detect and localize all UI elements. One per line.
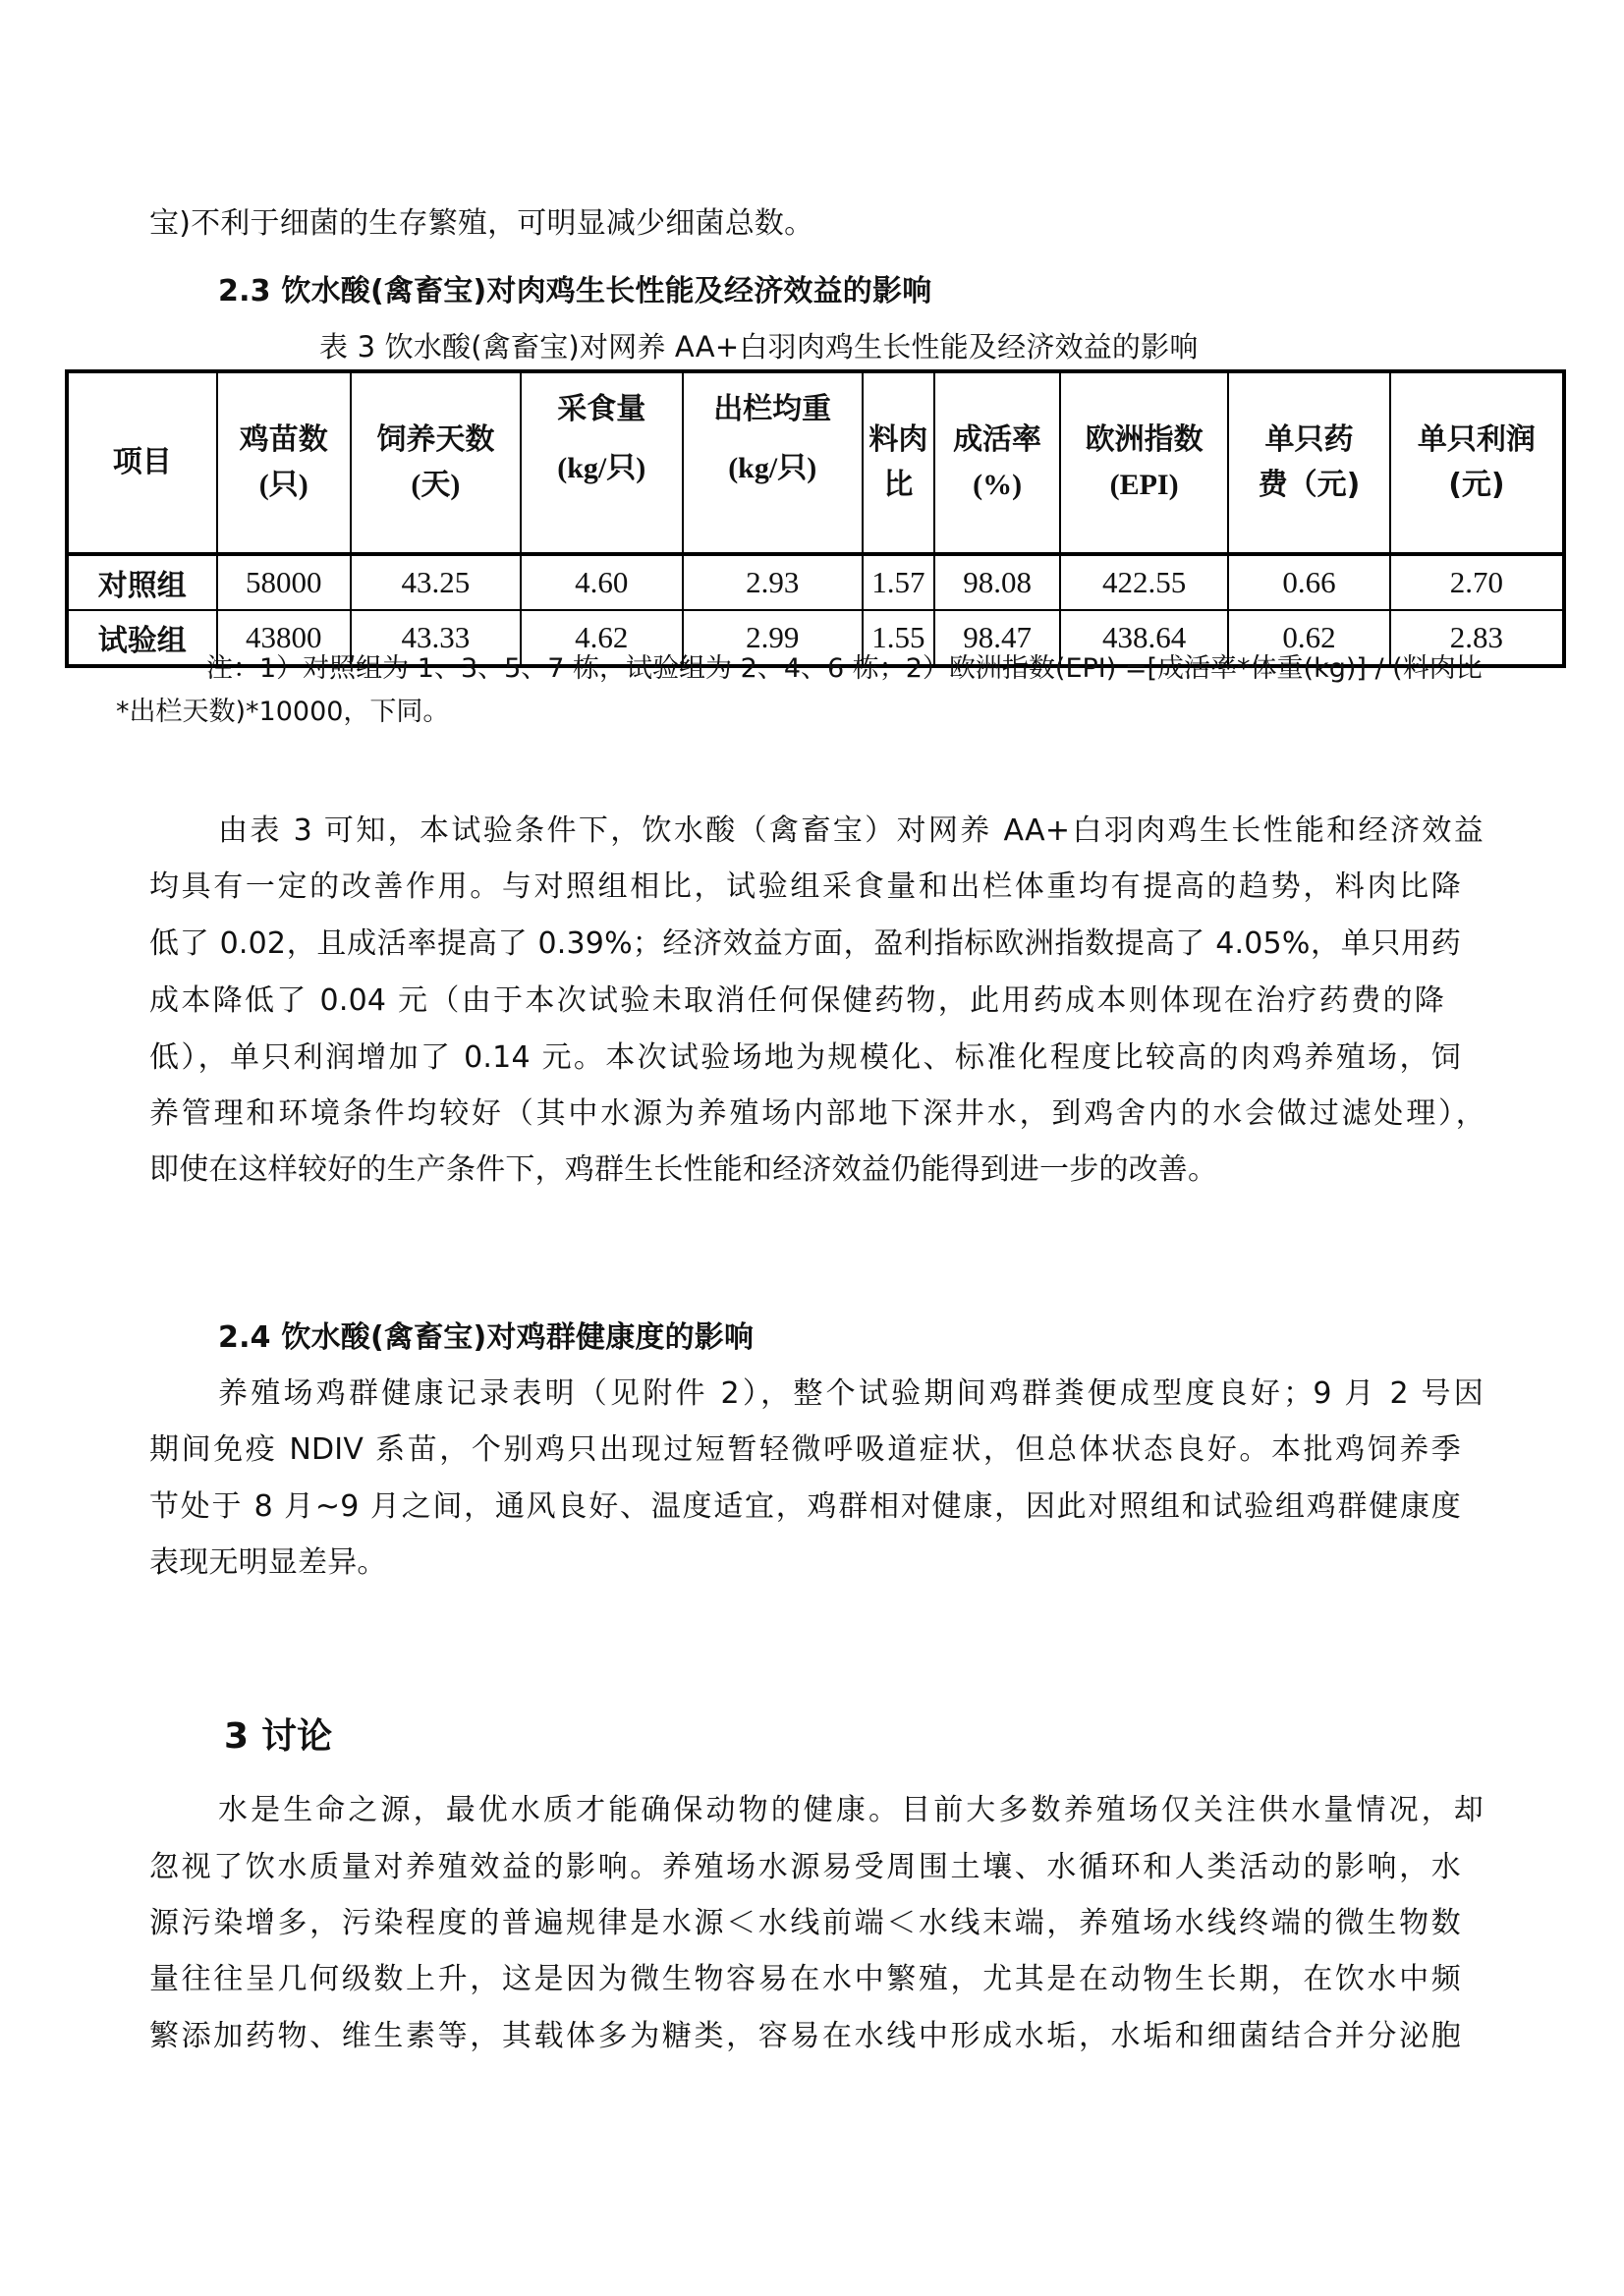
section-2-3-heading: 2.3 饮水酸(禽畜宝)对肉鸡生长性能及经济效益的影响 (218, 274, 932, 308)
growth-performance-table (65, 369, 1566, 668)
col-header-unit: (%) (973, 469, 1023, 501)
cell-chick-count: 58000 (217, 554, 351, 610)
cell-drug-cost: 0.66 (1228, 554, 1390, 610)
cell-avg-weight: 2.99 (683, 610, 863, 666)
table-caption: 表 3 饮水酸(禽畜宝)对网养 AA+白羽肉鸡生长性能及经济效益的影响 (319, 330, 1199, 364)
paragraph-line: 低），单只利润增加了 0.14 元。本次试验场地为规模化、标准化程度比较高的肉鸡养殖场，饲 (149, 1040, 1461, 1075)
col-header-item (67, 371, 217, 554)
cell-feed-intake: 4.60 (521, 554, 683, 610)
paragraph-line: 忽视了饮水质量对养殖效益的影响。养殖场水源易受周围土壤、水循环和人类活动的影响，水 (149, 1850, 1461, 1884)
col-header-text: 成活率 (953, 422, 1042, 457)
paragraph-line: 即使在这样较好的生产条件下，鸡群生长性能和经济效益仍能得到进一步的改善。 (149, 1152, 1218, 1187)
col-header-unit: (只) (258, 469, 308, 501)
paragraph-line: 养管理和环境条件均较好（其中水源为养殖场内部地下深井水，到鸡舍内的水会做过滤处理）， (149, 1096, 1485, 1131)
table-note-line-2: *出栏天数)*10000，下同。 (116, 697, 450, 727)
cell-epi: 422.55 (1060, 554, 1228, 610)
cell-feed-intake: 4.62 (521, 610, 683, 666)
col-header-unit: 费（元) (1258, 468, 1361, 502)
col-header-unit: (kg/只) (557, 452, 646, 484)
col-header-text: 出栏均重 (713, 392, 832, 426)
cell-feeding-days: 43.25 (351, 554, 521, 610)
paragraph-line: 成本降低了 0.04 元（由于本次试验未取消任何保健药物，此用药成本则体现在治疗药费的降 (149, 983, 1444, 1018)
col-header-chick-count (217, 371, 351, 554)
paragraph-line: 由表 3 可知，本试验条件下，饮水酸（禽畜宝）对网养 AA+白羽肉鸡生长性能和经济效益 (218, 813, 1484, 848)
cell-fcr: 1.55 (863, 610, 934, 666)
row-label: 试验组 (67, 610, 217, 666)
col-header-feeding-days (351, 371, 521, 554)
section-3-heading: 3 讨论 (224, 1716, 333, 1757)
col-header-text: 饲养天数 (376, 422, 495, 457)
intro-line: 宝)不利于细菌的生存繁殖，可明显减少细菌总数。 (149, 206, 814, 241)
row-label: 对照组 (67, 554, 217, 610)
col-header-text: 欧洲指数 (1085, 422, 1204, 457)
table-header-row (67, 371, 1564, 554)
paragraph-line: 均具有一定的改善作用。与对照组相比，试验组采食量和出栏体重均有提高的趋势，料肉比降 (149, 869, 1461, 904)
col-header-epi (1060, 371, 1228, 554)
col-header-unit: (天) (411, 469, 461, 501)
cell-feeding-days: 43.33 (351, 610, 521, 666)
cell-survival-rate: 98.08 (934, 554, 1060, 610)
col-header-profit (1390, 371, 1564, 554)
cell-profit: 2.70 (1390, 554, 1564, 610)
col-header-unit: 比 (883, 468, 914, 502)
cell-drug-cost: 0.62 (1228, 610, 1390, 666)
cell-chick-count: 43800 (217, 610, 351, 666)
cell-fcr: 1.57 (863, 554, 934, 610)
table-row-control (67, 554, 1564, 610)
paragraph-line: 源污染增多，污染程度的普遍规律是水源＜水线前端＜水线末端，养殖场水线终端的微生物数 (149, 1906, 1461, 1940)
col-header-text: 单只利润 (1417, 422, 1536, 457)
paragraph-line: 节处于 8 月~9 月之间，通风良好、温度适宜，鸡群相对健康，因此对照组和试验组鸡群健康度 (149, 1489, 1461, 1524)
paragraph-line: 低了 0.02，且成活率提高了 0.39%；经济效益方面，盈利指标欧洲指数提高了 4.05%，单只用药 (149, 926, 1461, 961)
col-header-drug-cost (1228, 371, 1390, 554)
col-header-survival-rate (934, 371, 1060, 554)
col-header-unit: (kg/只) (728, 452, 817, 484)
paragraph-line: 表现无明显差异。 (149, 1545, 387, 1580)
col-header-unit: (EPI) (1109, 469, 1179, 501)
col-header-unit: (元) (1448, 468, 1505, 502)
col-header-text: 项目 (112, 445, 172, 479)
cell-profit: 2.83 (1390, 610, 1564, 666)
table-note-line-1: 注：1）对照组为 1、3、5、7 栋，试验组为 2、4、6 栋；2）欧洲指数(EPI) =[成活率*体重(kg)] / (料肉比 (206, 653, 1483, 684)
col-header-text: 料肉 (868, 422, 928, 457)
paragraph-line: 水是生命之源，最优水质才能确保动物的健康。目前大多数养殖场仅关注供水量情况，却 (218, 1793, 1484, 1827)
cell-epi: 438.64 (1060, 610, 1228, 666)
section-2-4-heading: 2.4 饮水酸(禽畜宝)对鸡群健康度的影响 (218, 1320, 755, 1355)
col-header-text: 单只药 (1264, 422, 1354, 457)
col-header-fcr (863, 371, 934, 554)
paragraph-line: 繁添加药物、维生素等，其载体多为糖类，容易在水线中形成水垢，水垢和细菌结合并分泌胞 (149, 2019, 1461, 2053)
paragraph-line: 量往往呈几何级数上升，这是因为微生物容易在水中繁殖，尤其是在动物生长期，在饮水中频 (149, 1962, 1461, 1996)
col-header-text: 采食量 (557, 392, 646, 426)
col-header-text: 鸡苗数 (239, 422, 328, 457)
cell-avg-weight: 2.93 (683, 554, 863, 610)
col-header-feed-intake (521, 371, 683, 554)
cell-survival-rate: 98.47 (934, 610, 1060, 666)
col-header-avg-weight (683, 371, 863, 554)
paragraph-line: 期间免疫 NDIV 系苗，个别鸡只出现过短暂轻微呼吸道症状，但总体状态良好。本批鸡饲养季 (149, 1432, 1461, 1467)
paragraph-line: 养殖场鸡群健康记录表明（见附件 2），整个试验期间鸡群粪便成型度良好；9 月 2 号因 (218, 1376, 1484, 1411)
